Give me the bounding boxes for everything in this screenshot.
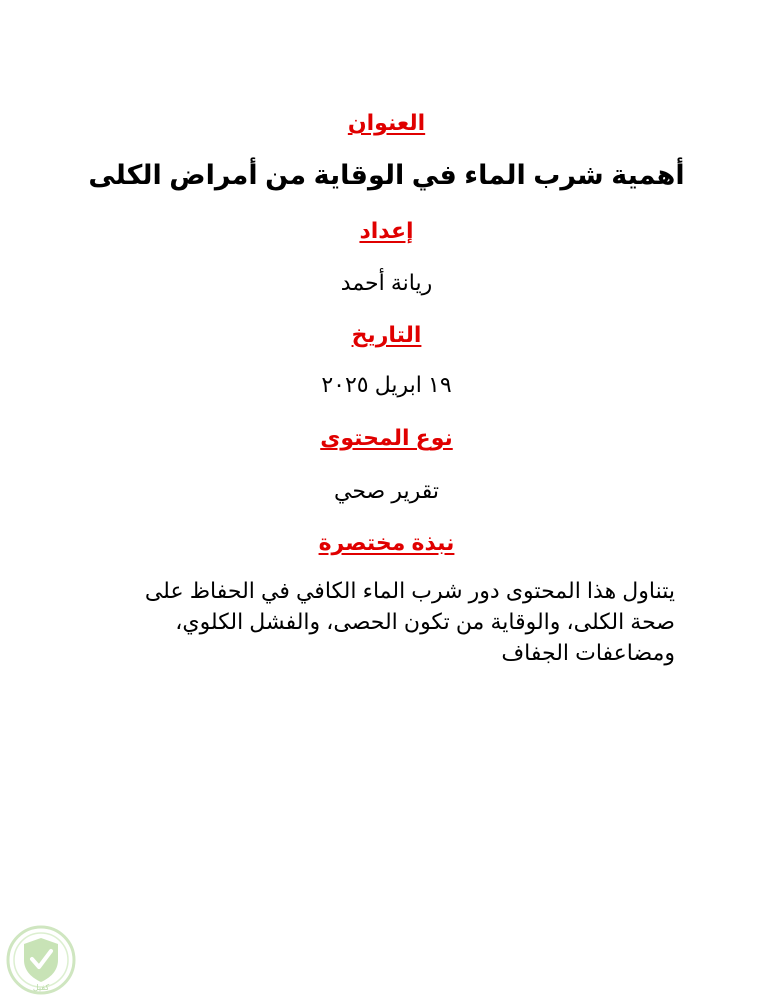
date-heading: التاريخ (351, 322, 422, 347)
document-title: أهمية شرب الماء في الوقاية من أمراض الكلى (88, 160, 685, 190)
summary-text: يتناول هذا المحتوى دور شرب الماء الكافي في الحفاظ على صحة الكلى، والوقاية من تكون الحصى، والفشل الكلوي، ومضاعفات الجفاف (144, 578, 675, 665)
content-type-heading: نوع المحتوى (320, 425, 453, 450)
watermark-text: كفيل (32, 983, 50, 992)
summary-heading: نبذة مختصرة (318, 530, 455, 555)
content-type: تقرير صحي (334, 478, 439, 503)
watermark-logo (4, 924, 78, 996)
shield-check-icon (4, 924, 78, 996)
title-heading: العنوان (347, 110, 426, 135)
author-name: ريانة أحمد (340, 270, 433, 295)
document-date: ١٩ ابريل ٢٠٢٥ (321, 372, 452, 397)
author-heading: إعداد (359, 218, 414, 243)
